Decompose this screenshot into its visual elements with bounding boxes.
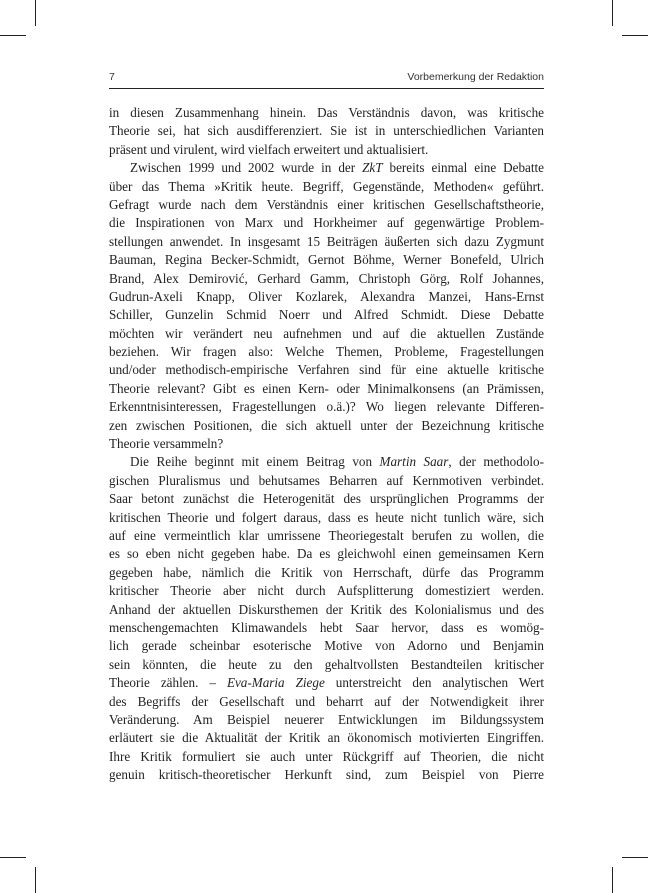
text-line: auf eine vermeintlich klar umrissene Theoriegestalt berufen zu wollen, die [109, 527, 544, 543]
text-line: Bauman, Regina Becker-Schmidt, Gernot Böhme, Werner Bonefeld, Ulrich [109, 252, 544, 268]
running-head [109, 71, 544, 85]
crop-mark-bottom-right-vertical [612, 867, 613, 893]
text-line: kritischen Theorie und folgert daraus, dass es heute nicht tunlich wäre, sich [109, 509, 544, 525]
text-line: Theorie sei, hat sich ausdifferenziert. Sie ist in unterschiedlichen Varianten [109, 123, 544, 139]
text-line: Theorie versammeln? [109, 436, 224, 452]
text-line: kritischer Theorie aber nicht durch Aufsplitterung domestiziert werden. [109, 583, 544, 599]
text-line: möchten wir verändert neu aufnehmen und auf die aktuellen Zustände [109, 325, 544, 341]
running-head-title: Vorbemerkung der Redaktion [407, 71, 544, 83]
text-segment: Die Reihe beginnt mit einem Beitrag von [130, 454, 380, 470]
text-segment: , der methodolo- [448, 454, 544, 470]
text-line: Anhand der aktuellen Diskursthemen der Kritik des Kolonialismus und des [109, 601, 544, 617]
text-line: zen zwischen Positionen, die sich aktuell unter der Bezeichnung kritische [109, 417, 544, 433]
text-line: Ihre Kritik formuliert sie auch unter Rückgriff auf Theorien, die nicht [109, 748, 544, 764]
text-line: über das Thema »Kritik heute. Begriff, Gegenstände, Methoden« geführt. [109, 178, 544, 194]
crop-mark-bottom-left-horizontal [0, 857, 26, 858]
text-line: Schiller, Gunzelin Schmid Noerr und Alfred Schmidt. Diese Debatte [109, 307, 544, 323]
text-line: in diesen Zusammenhang hinein. Das Verständnis davon, was kritische [109, 105, 544, 120]
text-line: die Inspirationen von Marx und Horkheimer auf gegenwärtige Problem- [109, 215, 544, 231]
text-line: gegeben habe, nämlich die Kritik von Herrschaft, dürfe das Programm [109, 564, 544, 580]
text-line: stellungen anwendet. In insgesamt 15 Beiträgen äußerten sich dazu Zygmunt [109, 233, 544, 249]
text-segment: unterstreicht den analytischen Wert [324, 675, 545, 691]
text-segment: Zwischen 1999 und 2002 wurde in der [130, 160, 363, 176]
page-number: 7 [109, 71, 115, 83]
text-line: Brand, Alex Demirović, Gerhard Gamm, Christoph Görg, Rolf Johannes, [109, 270, 544, 286]
text-line: Erkenntnisinteressen, Fragestellungen o.ä.)? Wo liegen relevante Differen- [109, 399, 544, 415]
crop-mark-top-left-vertical [35, 0, 36, 26]
text-line: menschengemachten Klimawandels hebt Saar hervor, dass es womög- [109, 619, 544, 635]
text-line: gischen Pluralismus und behutsames Beharren auf Kernmotiven verbindet. [109, 472, 544, 488]
text-line: beziehen. Wir fragen also: Welche Themen, Probleme, Fragestellungen [109, 344, 544, 360]
text-line: des Begriffs der Gesellschaft und beharrt auf der Notwendigkeit ihrer [109, 693, 544, 709]
text-line [109, 159, 544, 177]
crop-mark-top-left-horizontal [0, 35, 26, 36]
crop-mark-top-right-horizontal [622, 35, 648, 36]
author-name-italic: Martin Saar [379, 454, 449, 470]
text-line: Saar betont zunächst die Heterogenität des ursprünglichen Programms der [109, 491, 544, 507]
text-line: genuin kritisch-theoretischer Herkunft sind, zum Beispiel von Pierre [109, 767, 544, 783]
text-segment: bereits einmal eine Debatte [382, 160, 544, 176]
text-line: Gudrun-Axeli Knapp, Oliver Kozlarek, Alexandra Manzei, Hans-Ernst [109, 288, 544, 304]
text-line: Theorie relevant? Gibt es einen Kern- oder Minimalkonsens (an Prämissen, [109, 380, 544, 396]
text-line: lich gerade scheinbar esoterische Motive von Adorno und Benjamin [109, 638, 544, 654]
crop-mark-bottom-right-horizontal [622, 857, 648, 858]
crop-mark-bottom-left-vertical [35, 867, 36, 893]
text-line: sein könnten, die heute zu den gehaltvollsten Bestandteilen kritischer [109, 656, 544, 672]
body-text [109, 104, 544, 784]
text-line: Gefragt wurde nach dem Verständnis einer kritischen Gesellschaftstheorie, [109, 196, 544, 212]
text-line [109, 453, 544, 471]
text-line: es so eben nicht gegeben habe. Da es gleichwohl einen gemeinsamen Kern [109, 546, 544, 562]
author-name-italic: ZkT [362, 160, 383, 176]
text-line: erläutert sie die Aktualität der Kritik an ökonomisch motivierten Eingriffen. [109, 730, 544, 746]
text-line [109, 674, 544, 692]
header-rule [109, 88, 544, 89]
text-segment: Theorie zählen. – [109, 675, 227, 691]
author-name-italic: Eva-Maria Ziege [226, 675, 325, 691]
text-line: Veränderung. Am Beispiel neuerer Entwicklungen im Bildungssystem [109, 711, 544, 727]
text-line: präsent und virulent, wird vielfach erweitert und aktualisiert. [109, 141, 429, 157]
text-line: und/oder methodisch-empirische Verfahren sind für eine aktuelle kritische [109, 362, 544, 378]
crop-mark-top-right-vertical [612, 0, 613, 26]
